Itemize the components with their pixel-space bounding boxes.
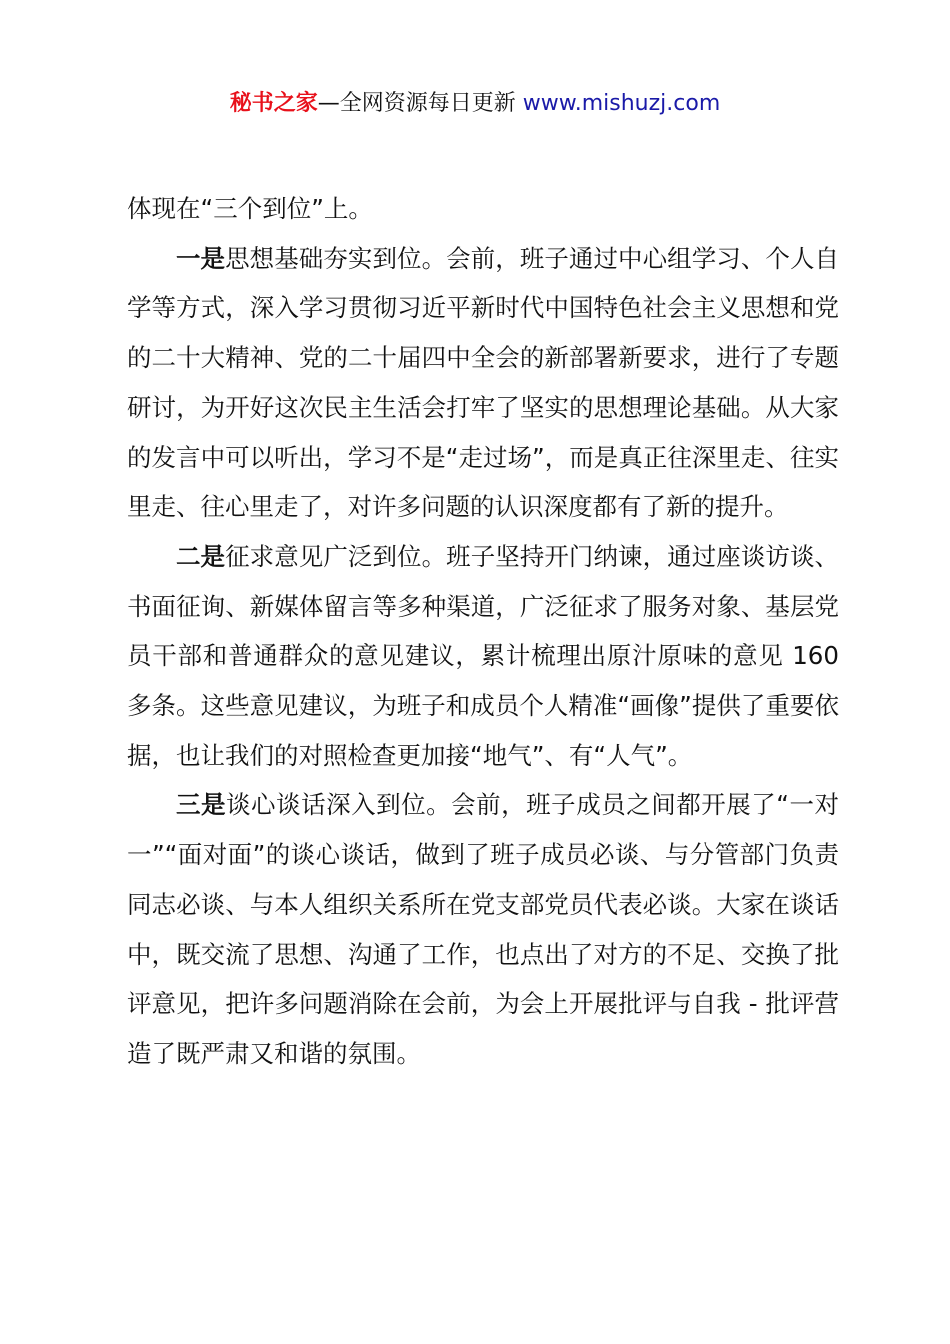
- site-url-link[interactable]: www.mishuzj.com: [522, 91, 721, 116]
- site-brand: 秘书之家: [229, 91, 318, 116]
- site-header: [0, 86, 950, 122]
- document-body: [127, 184, 839, 1079]
- paragraph-lead: 一是: [176, 243, 226, 273]
- paragraph-point-3: [127, 780, 839, 1078]
- paragraph-text: 征求意见广泛到位。班子坚持开门纳谏，通过座谈访谈、书面征询、新媒体留言等多种渠道，广泛征求了服务对象、基层党员干部和普通群众的意见建议，累计梳理出原汁原味的意见 160 多条。这些意见建议，为班子和成员个人精准“画像”提供了重要依据，也让我们的对照检查更加接“地气”、有“人气”。: [127, 541, 840, 770]
- paragraph-point-1: [127, 234, 839, 532]
- paragraph-intro: [127, 184, 839, 234]
- paragraph-lead: 三是: [176, 790, 227, 820]
- site-slogan: —全网资源每日更新: [317, 91, 516, 116]
- paragraph-point-2: [127, 532, 839, 781]
- paragraph-text: 体现在“三个到位”上。: [127, 194, 373, 223]
- paragraph-text: 谈心谈话深入到位。会前，班子成员之间都开展了“一对一”“面对面”的谈心谈话，做到了班子成员必谈、与分管部门负责同志必谈、与本人组织关系所在党支部党员代表必谈。大家在谈话中，既交流了思想、沟通了工作，也点出了对方的不足、交换了批评意见，把许多问题消除在会前，为会上开展批评与自我 - 批评营造了既严肃又和谐的氛围。: [127, 790, 839, 1068]
- paragraph-lead: 二是: [176, 541, 226, 571]
- paragraph-text: 思想基础夯实到位。会前，班子通过中心组学习、个人自学等方式，深入学习贯彻习近平新时代中国特色社会主义思想和党的二十大精神、党的二十届四中全会的新部署新要求，进行了专题研讨，为开好这次民主生活会打牢了坚实的思想理论基础。从大家的发言中可以听出，学习不是“走过场”，而是真正往深里走、往实里走、往心里走了，对许多问题的认识深度都有了新的提升。: [127, 243, 840, 522]
